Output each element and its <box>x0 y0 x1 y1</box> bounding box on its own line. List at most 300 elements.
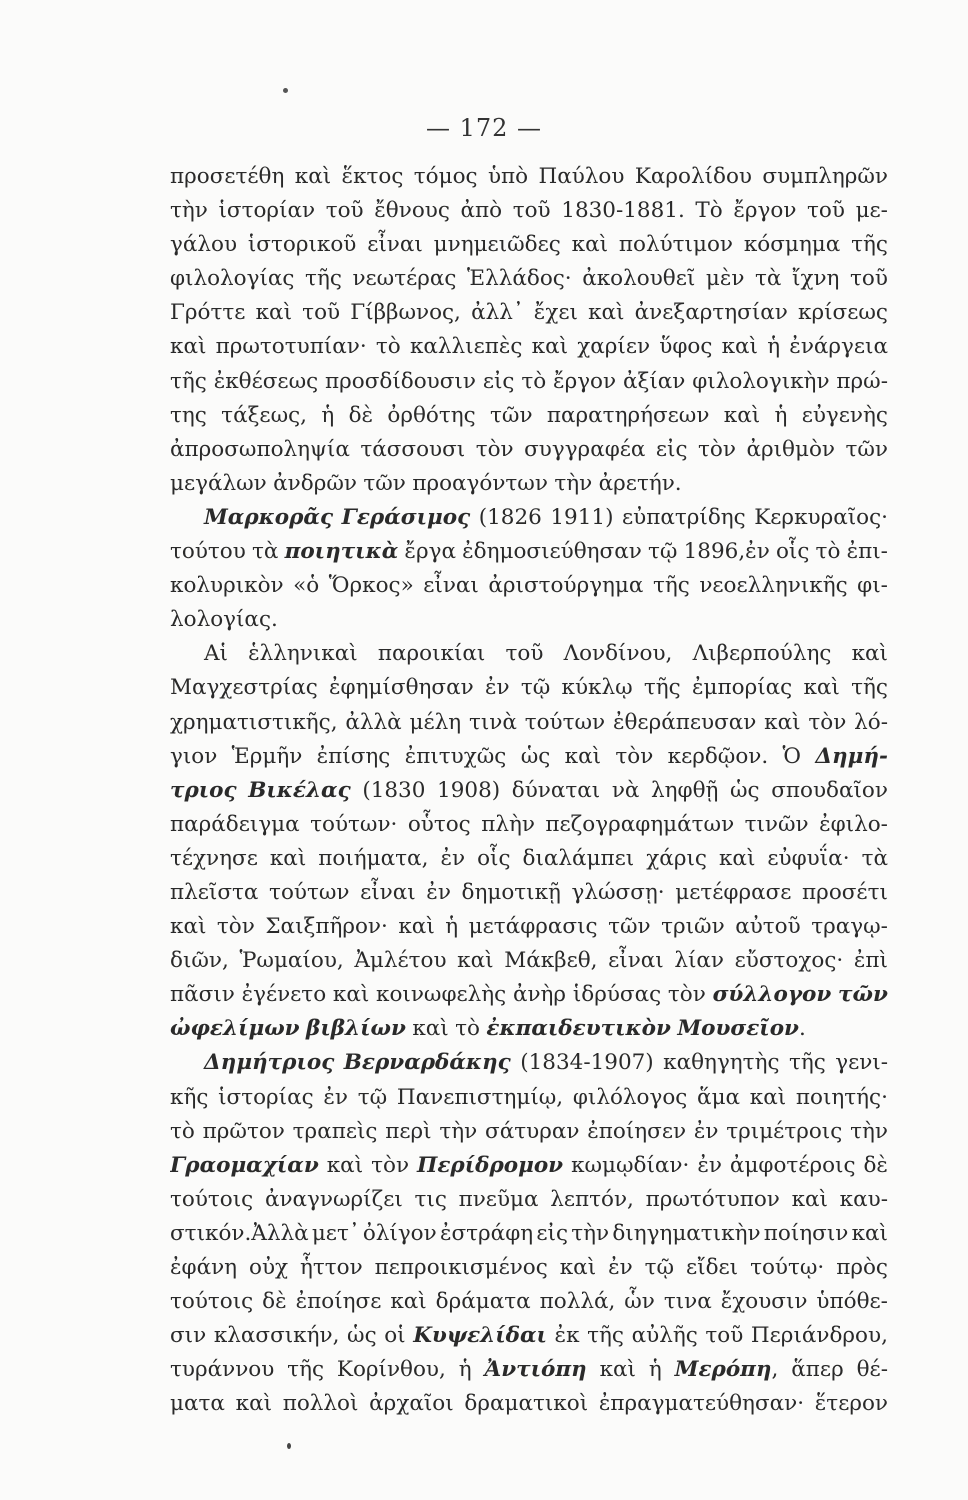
word <box>624 1285 655 1319</box>
text-run: ληφθῇ <box>651 777 719 803</box>
word <box>457 944 493 978</box>
text-run: χαρίεν <box>577 334 651 360</box>
word <box>378 637 485 671</box>
text-run: τὸν <box>615 743 654 769</box>
text-run: ἀναγνωρίζει <box>264 1186 403 1212</box>
text-run: ἐν <box>484 675 510 701</box>
text-run: αὐλῆς <box>631 1323 698 1349</box>
text-run: ἅπερ <box>791 1357 844 1383</box>
text-run: θέ- <box>856 1357 888 1383</box>
text-line <box>170 228 888 262</box>
word <box>545 808 734 842</box>
text-run: τούτων <box>269 879 350 905</box>
text-run: οὐχ <box>249 1255 289 1280</box>
word <box>434 228 561 262</box>
text-run: τῆς <box>652 573 690 599</box>
word <box>555 1319 580 1353</box>
text-run: καὶ <box>571 232 609 258</box>
word <box>265 910 388 944</box>
text-line <box>170 1387 888 1421</box>
text-run: τῆς <box>851 232 888 258</box>
text-run: οἷς <box>775 539 810 565</box>
text-run: (1830 <box>362 777 426 803</box>
text-run: περὶ <box>385 1118 432 1144</box>
text-run: τοῦ <box>302 300 341 326</box>
text-line <box>170 1217 888 1251</box>
word <box>490 399 533 433</box>
text-run: διαλάμπει <box>522 845 635 871</box>
text-line <box>170 978 888 1012</box>
word <box>349 399 373 433</box>
word <box>170 399 207 433</box>
text-run: τοῦ <box>512 198 551 224</box>
text-run: τὸν <box>698 436 736 462</box>
word <box>513 194 551 228</box>
text-run: πλὴν <box>481 811 535 837</box>
word <box>792 262 839 296</box>
word <box>789 1046 826 1080</box>
text-run: δραματικοὶ <box>464 1391 589 1417</box>
word <box>440 1217 533 1251</box>
text-run: καὶ <box>564 743 602 769</box>
text-run: πρῶτον <box>202 1118 285 1144</box>
text-run: εὐγενὴς <box>801 402 888 428</box>
word <box>588 296 624 330</box>
word <box>436 1285 531 1319</box>
text-run: τάξεως, <box>221 402 307 428</box>
word <box>252 535 278 569</box>
word <box>204 1046 334 1080</box>
text-run: σιν <box>170 1323 207 1349</box>
text-run: τὸν <box>667 982 706 1008</box>
word <box>300 1251 363 1285</box>
text-run: δὲ <box>262 1289 287 1315</box>
text-run: ματα <box>170 1391 225 1417</box>
text-run: λολογίας. <box>170 607 278 633</box>
text-run: ποιήματα, <box>318 845 429 871</box>
word <box>256 296 292 330</box>
text-run: χάρις <box>646 845 707 871</box>
word <box>653 569 690 603</box>
text-run: ἧττον <box>300 1255 363 1280</box>
word <box>455 1012 480 1046</box>
word <box>170 740 217 774</box>
text-run: ἐπιτυχῶς <box>404 743 507 769</box>
word <box>302 296 340 330</box>
text-line <box>170 944 888 978</box>
emphasized-text: Βικέλας <box>248 777 351 803</box>
emphasized-text: τῶν <box>838 982 888 1008</box>
text-run: εἰς <box>536 1220 568 1246</box>
text-line <box>170 1149 888 1183</box>
word <box>705 1319 743 1353</box>
text-run: ἀμφοτέροις <box>729 1152 856 1178</box>
emphasized-text: Δημήτριος <box>204 1050 335 1076</box>
emphasized-text: Μουσεῖον <box>677 1016 799 1042</box>
word <box>423 569 479 603</box>
word <box>345 706 401 740</box>
word <box>659 330 712 364</box>
word <box>170 1012 300 1046</box>
word <box>547 399 710 433</box>
text-run: τῷ <box>357 1084 388 1110</box>
word <box>573 978 661 1012</box>
word <box>170 160 284 194</box>
word <box>170 1217 309 1251</box>
text-run: Παύλου <box>538 164 625 189</box>
word <box>661 910 725 944</box>
word <box>789 330 888 364</box>
word <box>520 1046 653 1080</box>
text-line <box>170 808 888 842</box>
text-run: ἐπίσης <box>316 743 391 769</box>
word <box>296 1285 382 1319</box>
word <box>417 1149 563 1183</box>
word <box>239 944 343 978</box>
word <box>397 1081 563 1115</box>
text-line <box>170 330 888 364</box>
text-run: Ὁ <box>782 743 801 769</box>
text-run: τόμος <box>413 164 478 189</box>
word <box>791 1353 843 1387</box>
text-line <box>170 1115 888 1149</box>
text-run: Μαγχεστρίας <box>170 675 318 701</box>
text-run: ἐν <box>440 845 466 871</box>
word <box>550 501 613 535</box>
text-line <box>170 876 888 910</box>
text-run: τούτων· <box>310 811 398 837</box>
text-run: φι- <box>857 573 888 599</box>
text-run: μετ᾽ <box>311 1220 360 1246</box>
word <box>587 1319 624 1353</box>
text-run: εὐπατρίδης <box>622 504 746 530</box>
word <box>619 228 733 262</box>
text-run: ἐποίησεν <box>587 1118 687 1144</box>
text-run: πεζογραφημάτων <box>545 811 735 837</box>
word <box>722 330 758 364</box>
text-run: καὶ <box>588 300 625 326</box>
word <box>735 944 844 978</box>
text-run: προσετέθη <box>170 164 285 189</box>
word <box>410 330 523 364</box>
text-run: δημοτικῇ <box>461 879 561 905</box>
text-line <box>170 1012 888 1046</box>
text-run: καὶ <box>412 1016 449 1042</box>
word <box>293 1115 378 1149</box>
word <box>564 637 673 671</box>
text-run: σπουδαῖον <box>771 777 888 803</box>
text-run: αὐτοῦ <box>735 914 801 940</box>
text-run: Πανεπιστημίῳ, <box>396 1084 564 1110</box>
text-run: ἐστράφη <box>439 1220 534 1246</box>
word <box>632 1319 698 1353</box>
word <box>170 365 207 399</box>
text-line <box>170 535 888 569</box>
text-line <box>170 774 888 808</box>
word <box>811 910 888 944</box>
text-run: ἐφημίσθησαν <box>329 675 474 701</box>
word <box>694 1115 719 1149</box>
word <box>521 671 550 705</box>
word <box>571 1217 609 1251</box>
word <box>248 637 358 671</box>
text-run: ἐν <box>426 879 451 905</box>
word <box>751 1319 888 1353</box>
text-run: μέλη <box>409 709 462 735</box>
text-run: ἐγένετο <box>241 982 327 1008</box>
text-run: ἔχει <box>533 300 578 326</box>
word <box>170 228 237 262</box>
word <box>321 399 334 433</box>
word <box>521 365 546 399</box>
text-run: ἀνδρῶν <box>273 470 357 496</box>
text-run: ἀπροσωποληψία <box>170 436 350 462</box>
word <box>462 876 561 910</box>
emphasized-text: Γραομαχίαν <box>170 1152 319 1178</box>
text-run: καὶ <box>721 334 758 360</box>
word <box>367 228 423 262</box>
word <box>374 194 450 228</box>
emphasized-text: Βερναρδάκης <box>343 1050 511 1076</box>
word <box>295 160 331 194</box>
word <box>445 910 458 944</box>
text-run: ἐκθέσεως <box>213 368 319 394</box>
word <box>845 433 888 467</box>
emphasized-text: βιβλίων <box>306 1016 406 1042</box>
word <box>612 774 640 808</box>
emphasized-text: Μαρκορᾶς <box>204 504 334 530</box>
word <box>287 1353 324 1387</box>
word <box>504 944 597 978</box>
text-run: πολύτιμον <box>618 232 733 258</box>
text-run: ἡ <box>445 914 459 940</box>
text-run: οὗτος <box>407 811 471 837</box>
text-run: τοῦ <box>705 1323 744 1349</box>
text-run: νεωτέρας <box>352 266 457 292</box>
text-run: καλλιεπὲς <box>409 334 523 360</box>
word <box>305 262 342 296</box>
text-run: καὶ <box>803 675 840 701</box>
text-line <box>170 1319 888 1353</box>
word <box>796 1081 888 1115</box>
text-run: καὶ <box>294 164 332 189</box>
text-run: κόσμημα <box>743 232 841 258</box>
text-line <box>170 365 888 399</box>
text-run: ἡ <box>774 402 788 428</box>
text-run: τὸ <box>455 1016 480 1042</box>
text-run: ἀρχαῖοι <box>369 1391 454 1417</box>
text-line <box>170 1046 888 1080</box>
text-run: καὶ <box>718 845 756 871</box>
text-run: ἐν <box>323 1084 348 1110</box>
emphasized-text: Δημή- <box>815 743 888 769</box>
text-run: συγγραφέα <box>524 436 646 462</box>
text-run: ὧν <box>624 1289 655 1315</box>
word <box>170 603 278 637</box>
word <box>776 535 809 569</box>
text-run: ἀνὴρ <box>512 982 567 1008</box>
text-run: καὶ <box>851 641 888 667</box>
text-run: εἶναι <box>423 573 479 599</box>
text-run: ἱδρύσας <box>572 982 662 1008</box>
text-run: καὶ <box>398 914 435 940</box>
word <box>635 296 788 330</box>
word <box>405 740 507 774</box>
word <box>440 842 465 876</box>
word <box>764 706 800 740</box>
word <box>170 842 258 876</box>
text-run: σάτυραν <box>485 1118 580 1144</box>
word <box>170 1387 225 1421</box>
text-run: πρώ- <box>836 368 888 394</box>
word <box>459 1183 539 1217</box>
text-run: κῆς <box>170 1084 209 1110</box>
word <box>819 808 888 842</box>
text-run: καθηγητὴς <box>663 1050 780 1076</box>
word <box>697 1081 740 1115</box>
word <box>521 740 551 774</box>
text-run: πλεῖστα <box>170 879 259 905</box>
text-line <box>170 296 888 330</box>
text-run: μετέφρασε <box>675 879 792 905</box>
text-run: δράματα <box>435 1289 531 1315</box>
word <box>762 160 888 194</box>
word <box>706 262 745 296</box>
text-run: Γρόττε <box>170 300 246 326</box>
word <box>342 501 471 535</box>
text-run: τινῶν <box>744 811 809 837</box>
text-run: καὶ <box>326 1152 364 1178</box>
word <box>354 944 446 978</box>
word <box>477 842 510 876</box>
text-run: καυ- <box>839 1186 888 1212</box>
text-line <box>170 433 888 467</box>
text-run: καὶ <box>235 1391 273 1417</box>
text-run: ὑπόθε- <box>816 1289 888 1315</box>
text-run: τούτῳ· <box>750 1255 825 1280</box>
word <box>412 467 548 501</box>
text-run: με- <box>855 198 888 224</box>
word <box>439 1115 477 1149</box>
text-run: μὲν <box>705 266 745 292</box>
text-line <box>170 569 888 603</box>
word <box>170 467 267 501</box>
word <box>483 365 515 399</box>
word <box>283 1387 359 1421</box>
word <box>170 296 245 330</box>
text-run: δύναται <box>511 777 601 803</box>
emphasized-text: Κυψελίδαι <box>413 1323 547 1349</box>
ink-speck-bottom <box>287 1443 291 1449</box>
text-run: ἐδημοσιεύθησαν <box>462 539 642 565</box>
text-run: γλώσσῃ· <box>571 879 665 905</box>
text-run: 1911) <box>550 504 614 530</box>
text-line <box>170 671 888 705</box>
text-run: τινα <box>663 1289 712 1315</box>
page-number: — 172 — <box>425 114 543 142</box>
word <box>675 1353 779 1387</box>
text-run: παράδειγμα <box>170 811 300 837</box>
word <box>408 808 471 842</box>
text-run: καὶ <box>170 334 207 360</box>
word <box>375 1251 548 1285</box>
word <box>170 1149 319 1183</box>
word <box>204 501 333 535</box>
word <box>327 1149 363 1183</box>
text-run: ἔργον <box>553 368 617 394</box>
word <box>798 296 888 330</box>
word <box>170 330 206 364</box>
text-run: ἐπραγματεύθησαν· <box>598 1391 805 1417</box>
word <box>850 262 888 296</box>
word <box>479 501 542 535</box>
word <box>269 876 349 910</box>
word <box>512 774 600 808</box>
word <box>554 467 592 501</box>
word <box>750 1081 786 1115</box>
text-run: φιλολογίας <box>170 266 295 292</box>
text-run: ἕτερον <box>814 1391 888 1417</box>
word <box>461 194 503 228</box>
word <box>646 1183 780 1217</box>
word <box>426 876 451 910</box>
text-line <box>170 740 888 774</box>
text-run: λεπτόν, <box>550 1186 634 1212</box>
ink-speck <box>283 88 288 93</box>
word <box>730 1149 856 1183</box>
word <box>550 1183 634 1217</box>
word <box>462 535 642 569</box>
text-run: ποιητής· <box>795 1084 888 1110</box>
word <box>203 1115 285 1149</box>
word <box>170 1353 274 1387</box>
text-line <box>170 1353 888 1387</box>
text-run: γενι- <box>835 1050 888 1076</box>
text-run: τραγῳ- <box>811 914 888 940</box>
word <box>675 876 791 910</box>
text-run: τῆς <box>788 1050 826 1076</box>
text-run: καὶ <box>457 948 494 974</box>
word <box>612 1217 760 1251</box>
text-run: προαγόντων <box>412 470 548 496</box>
word <box>802 399 888 433</box>
text-run: τὰ <box>252 539 279 565</box>
word <box>565 740 601 774</box>
text-run: ἔχουσιν <box>720 1289 808 1315</box>
text-run: ἀλλ᾽ <box>471 300 524 326</box>
word <box>285 535 399 569</box>
text-run: οἷς <box>477 845 511 871</box>
word <box>838 978 888 1012</box>
text-run: ἐποίησε <box>295 1289 382 1315</box>
word <box>693 637 832 671</box>
word <box>248 774 350 808</box>
word <box>767 842 849 876</box>
emphasized-text: τριος <box>170 777 237 803</box>
word <box>774 399 787 433</box>
word <box>532 330 568 364</box>
word <box>170 808 300 842</box>
text-run: ἀξίαν <box>622 368 686 394</box>
text-line <box>170 706 888 740</box>
word <box>792 1183 828 1217</box>
text-run: νεοελληνικῆς <box>699 573 848 599</box>
text-run: τῷ <box>648 539 678 565</box>
text-run: Μάκβεθ, <box>504 948 598 974</box>
word <box>323 1081 348 1115</box>
emphasized-text: Περίδρομον <box>417 1152 564 1178</box>
text-line <box>170 1183 888 1217</box>
